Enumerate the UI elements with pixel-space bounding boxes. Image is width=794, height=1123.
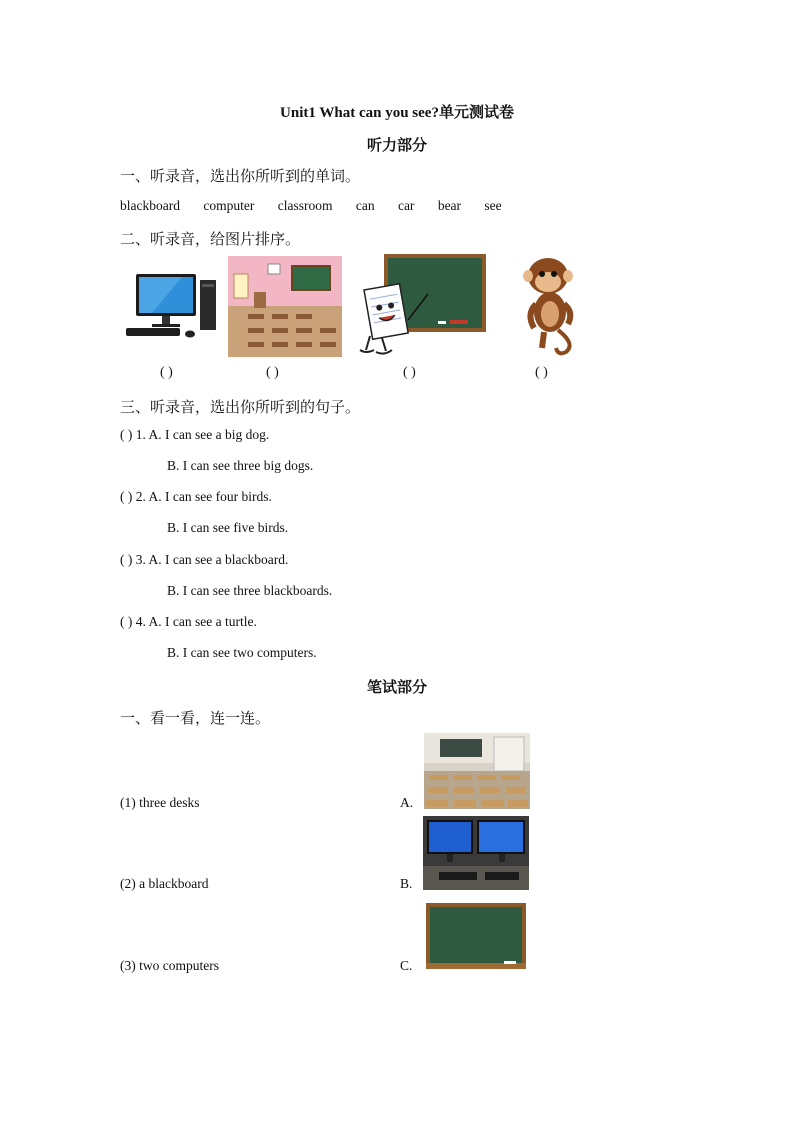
blackboard-cartoon-picture <box>346 254 488 358</box>
question-prefix[interactable]: ( ) 2. <box>120 489 146 504</box>
match-item-1: (1) three desks <box>120 795 200 810</box>
order-blank[interactable]: ( ) <box>160 365 173 380</box>
question-1-option-a <box>120 427 269 443</box>
monkey-picture <box>496 252 606 356</box>
classroom-picture <box>228 256 342 357</box>
two-computers-photo <box>423 816 529 890</box>
listening-part2-heading: 二、听录音，给图片排序。 <box>120 232 301 248</box>
word-item: car <box>397 198 415 213</box>
question-prefix[interactable]: ( ) 4. <box>120 614 146 629</box>
word-item: computer <box>203 198 255 213</box>
listening-heading: 听力部分 <box>366 138 427 154</box>
option-text: A. I can see a turtle. <box>148 614 257 629</box>
listening-part3-heading: 三、听录音，选出你所听到的句子。 <box>120 400 361 416</box>
classroom-photo <box>424 733 530 809</box>
writing-heading: 笔试部分 <box>366 680 427 696</box>
word-list <box>120 198 520 214</box>
match-option-b-label: B. <box>400 876 413 891</box>
option-text: A. I can see a big dog. <box>148 427 270 442</box>
match-option-a-label: A. <box>400 795 414 810</box>
question-3-option-b: B. I can see three blackboards. <box>167 583 333 598</box>
question-prefix[interactable]: ( ) 1. <box>120 427 146 442</box>
word-item: bear <box>437 198 462 213</box>
order-blank[interactable]: ( ) <box>403 365 416 380</box>
listening-part1-heading: 一、听录音，选出你所听到的单词。 <box>120 169 361 185</box>
word-item: see <box>484 198 502 213</box>
question-2-option-a <box>120 489 272 505</box>
computer-picture <box>122 268 222 344</box>
question-4-option-a <box>120 614 257 630</box>
writing-part1-heading: 一、看一看，连一连。 <box>120 711 271 727</box>
question-prefix[interactable]: ( ) 3. <box>120 552 146 567</box>
match-item-3: (3) two computers <box>120 958 219 973</box>
page-title: Unit1 What can you see?单元测试卷 <box>280 105 514 121</box>
question-3-option-a <box>120 552 288 568</box>
blackboard-photo <box>426 903 526 969</box>
match-item-2: (2) a blackboard <box>120 876 209 891</box>
word-item: classroom <box>277 198 333 213</box>
option-text: A. I can see four birds. <box>148 489 272 504</box>
word-item: blackboard <box>120 198 180 213</box>
question-2-option-b: B. I can see five birds. <box>167 520 289 535</box>
match-option-c-label: C. <box>400 958 413 973</box>
order-blank[interactable]: ( ) <box>535 365 548 380</box>
option-text: A. I can see a blackboard. <box>148 552 289 567</box>
order-blank[interactable]: ( ) <box>266 365 279 380</box>
word-item: can <box>355 198 375 213</box>
question-4-option-b: B. I can see two computers. <box>167 645 317 660</box>
question-1-option-b: B. I can see three big dogs. <box>167 458 314 473</box>
